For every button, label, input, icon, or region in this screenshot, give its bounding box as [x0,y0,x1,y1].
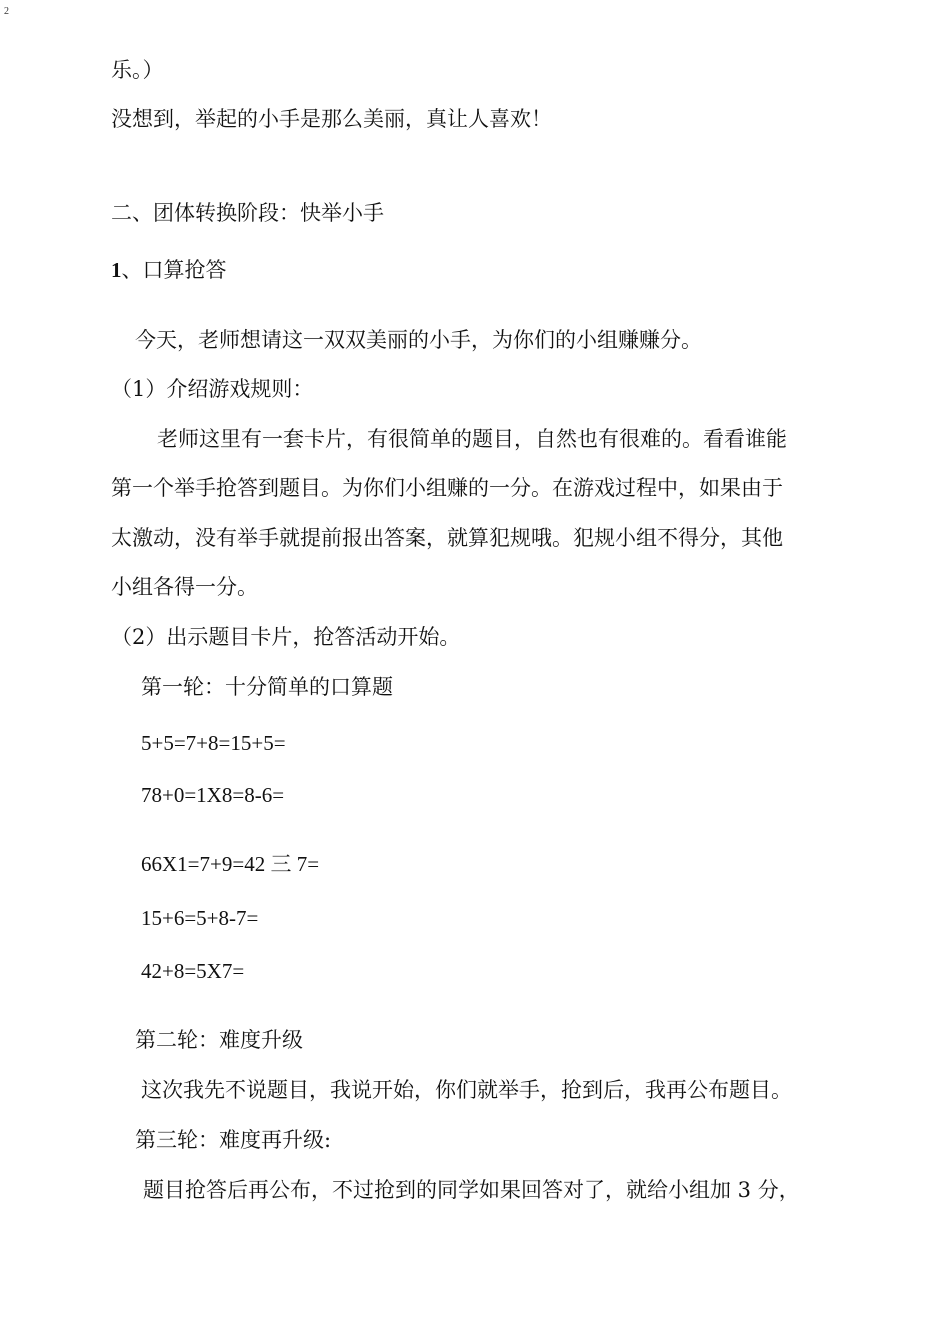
math-problem-line: 5+5=7+8=15+5= [141,731,286,755]
text-line-5: 今天，老师想请这一双双美丽的小手，为你们的小组赚赚分。 [135,328,702,352]
round-one-heading: 第一轮：十分简单的口算题 [141,675,393,699]
text-line-21: 题目抢答后再公布，不过抢到的同学如果回答对了，就给小组加 3 分， [143,1178,800,1202]
text-line-1: 乐。） [111,58,164,82]
text-line-11: （2）出示题目卡片，抢答活动开始。 [111,625,461,649]
text-line-6: （1）介绍游戏规则： [111,377,314,401]
round-two-heading: 第二轮：难度升级 [135,1028,303,1052]
math-problem-line: 78+0=1X8=8-6= [141,783,285,807]
text-line-19: 这次我先不说题目，我说开始，你们就举手，抢到后，我再公布题目。 [141,1078,792,1102]
math-problem-line: 15+6=5+8-7= [141,906,259,930]
text-line-10: 小组各得一分。 [111,575,258,599]
page-number: 2 [4,6,9,17]
subsection-number: 1 [111,258,122,282]
text-line-9: 太激动，没有举手就提前报出答案，就算犯规哦。犯规小组不得分，其他 [111,526,783,550]
math-problem-line: 66X1=7+9=42 三 7= [141,852,320,876]
text-line-8: 第一个举手抢答到题目。为你们小组赚的一分。在游戏过程中，如果由于 [111,476,783,500]
math-problem-line: 42+8=5X7= [141,959,245,983]
text-line-7: 老师这里有一套卡片，有很简单的题目，自然也有很难的。看看谁能 [157,427,787,451]
text-line-2: 没想到，举起的小手是那么美丽，真让人喜欢！ [111,107,552,131]
section-heading: 二、团体转换阶段：快举小手 [111,201,384,225]
subsection-title: 、口算抢答 [121,258,227,282]
round-three-heading: 第三轮：难度再升级: [135,1128,332,1152]
subsection-heading [111,256,227,284]
